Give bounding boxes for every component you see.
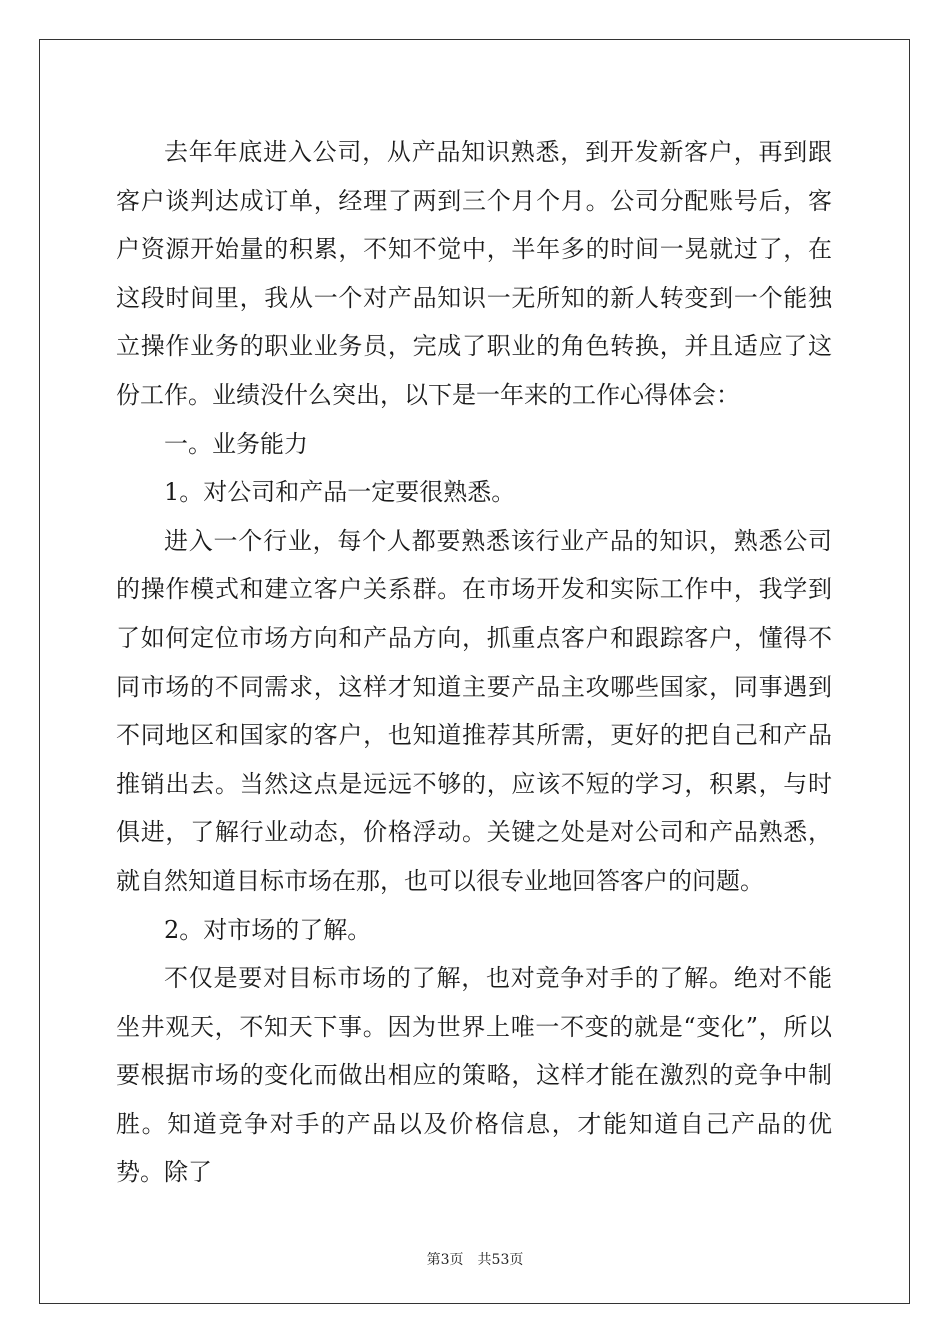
subheading-market: 2。对市场的了解。 [164,915,372,944]
paragraph-industry-knowledge: 进入一个行业，每个人都要熟悉该行业产品的知识，熟悉公司的操作模式和建立客户关系群。在市场开发和实际工作中，我学到了如何定位市场方向和产品方向，抓重点客户和跟踪客户，懂得不同市场的不同需求，这样才知道主要产品主攻哪些国家，同事遇到不同地区和国家的客户，也知道推荐其所需，更好的把自己和产品推销出去。当然这点是远远不够的，应该不短的学习，积累，与时俱进，了解行业动态，价格浮动。关键之处是对公司和产品熟悉，就自然知道目标市场在那，也可以很专业地回答客户的问题。 [116,526,832,895]
page-footer [0,1249,950,1269]
heading-business-ability: 一。业务能力 [164,429,308,458]
paragraph-competitors: 不仅是要对目标市场的了解，也对竞争对手的了解。绝对不能坐井观天，不知天下事。因为世界上唯一不变的就是“变化”，所以要根据市场的变化而做出相应的策略，这样才能在激烈的竞争中制胜。知道竞争对手的产品以及价格信息，才能知道自己产品的优势。除了 [116,964,832,1187]
subheading-company-product: 1。对公司和产品一定要很熟悉。 [164,478,516,507]
total-page-count: 共53页 [477,1252,524,1268]
document-body [116,128,832,1197]
paragraph-intro: 去年年底进入公司，从产品知识熟悉，到开发新客户，再到跟客户谈判达成订单，经理了两到三个月个月。公司分配账号后，客户资源开始量的积累，不知不觉中，半年多的时间一晃就过了，在这段时间里，我从一个对产品知识一无所知的新人转变到一个能独立操作业务的职业业务员，完成了职业的角色转换，并且适应了这份工作。业绩没什么突出，以下是一年来的工作心得体会： [116,138,832,409]
current-page-number: 第3页 [426,1252,464,1268]
